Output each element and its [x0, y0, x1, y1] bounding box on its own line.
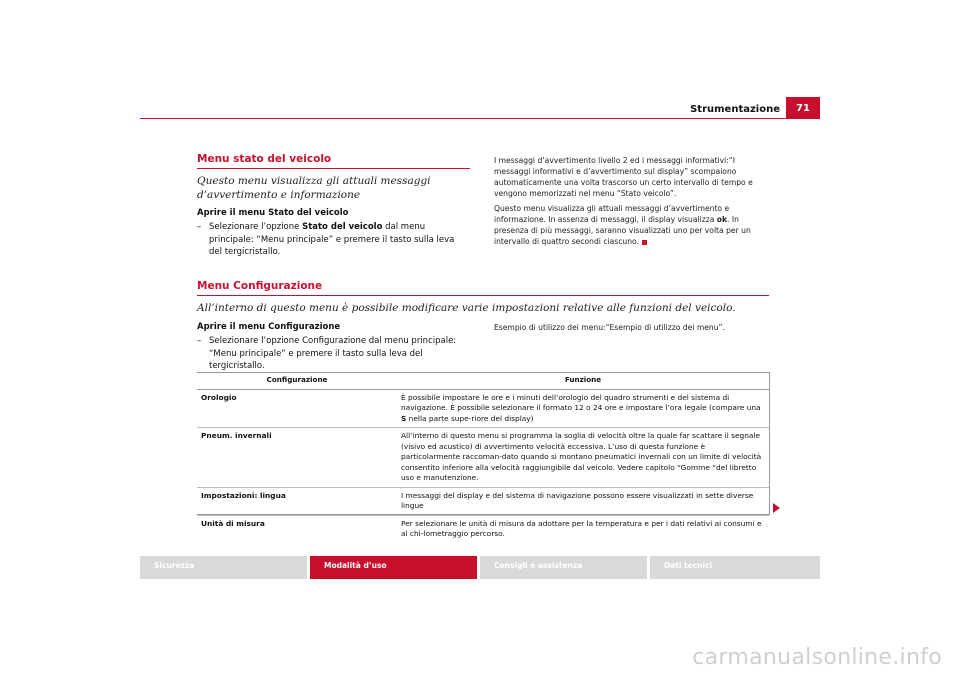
step-dash: –	[197, 336, 202, 346]
table-row	[197, 487, 769, 515]
procedure-lead: Aprire il menu Configurazione	[197, 322, 341, 332]
note-text-bold: ok	[716, 215, 728, 224]
section-configurazione-procedure	[197, 322, 477, 373]
table-cell-key: Orologio	[197, 389, 397, 428]
cell-text-post: nella parte supe-riore del display)	[406, 413, 534, 423]
step-text-pre: Selezionare l’opzione	[209, 222, 303, 232]
section-subtitle: Questo menu visualizza gli attuali messaggi d’avvertimento e informazione	[197, 175, 431, 201]
config-table	[197, 372, 769, 543]
table-header-funzione: Funzione	[397, 372, 769, 389]
section-subtitle: All’interno di questo menu è possibile modificare varie impostazioni relative alle funzioni del veicolo.	[197, 302, 736, 314]
step-dash: –	[197, 222, 202, 232]
continue-arrow-icon	[773, 503, 780, 513]
page-number: 71	[786, 97, 820, 119]
table-cell-key: Unità di misura	[201, 518, 265, 528]
note-paragraph	[494, 203, 769, 247]
section-configurazione-note: Esempio di utilizzo dei menu:“Esempio di utilizzo dei menu”.	[494, 323, 725, 332]
step-text-post: dal menu principale: “Menu principale” e premere il tasto sulla leva del tergicristallo.	[209, 222, 455, 257]
table-cell-value: All’interno di questo menu si programma la soglia di velocità oltre la quale far scattare il segnale (visivo ed acustico) di avvertimento velocità eccessiva. L’uso di questa funzione è particolarmente raccoman-dato quando si montano pneumatici invernali con un limite di velocità consentito inferiore alla velocità raggiungibile dal veicolo. Vedere capitolo “Gomme “del libretto uso e manutenzione.	[397, 428, 769, 488]
table-cell-key: Pneum. invernali	[197, 428, 397, 488]
end-of-section-icon	[642, 240, 647, 245]
config-table-wrap	[197, 372, 769, 543]
section-rule	[197, 295, 769, 296]
cell-text-bold: S	[401, 413, 407, 423]
step-text: Selezionare l’opzione Configurazione dal menu principale: “Menu principale” e premere il tasto sulla leva del tergicristallo.	[209, 336, 457, 371]
note-text-pre: Questo menu visualizza gli attuali messaggi d’avvertimento e informazione. In assenza di messaggi, il display visualizza	[494, 204, 730, 224]
section-stato-veicolo-notes	[494, 155, 769, 247]
header-rule	[140, 118, 820, 119]
section-rule	[197, 168, 470, 169]
table-header-configurazione: Configurazione	[197, 372, 397, 389]
note-paragraph: I messaggi d’avvertimento livello 2 ed i messaggi informativi:“I messaggi informativi e d’avvertimento sul display” scompaiono automaticamente una volta trascorso un certo intervallo di tempo e vengono memorizzati nel menu “Stato veicolo”.	[494, 156, 753, 198]
watermark: carmanualsonline.info	[692, 645, 942, 670]
procedure-step	[197, 335, 477, 373]
section-heading: Menu stato del veicolo	[197, 153, 332, 165]
footer-tab-modalita-uso[interactable]: Modalità d’uso	[310, 556, 477, 579]
table-cell-value: I messaggi del display e del sistema di navigazione possono essere visualizzati in sette diverse lingue	[397, 487, 769, 515]
section-heading: Menu Configurazione	[197, 280, 323, 292]
step-text-bold: Stato del veicolo	[302, 222, 383, 232]
footer-tab-consigli-assistenza[interactable]: Consigli e assistenza	[480, 556, 647, 579]
table-row	[197, 428, 769, 488]
running-header-title: Strumentazione	[690, 104, 780, 115]
cell-text-pre: È possibile impostare le ore e i minuti dell’orologio del quadro strumenti e del sistema di navigazione. È possibile selezionare il formato 12 o 24 ore e impostare l’ora legale (compare una	[401, 392, 761, 412]
table-row	[197, 515, 769, 543]
table-header-row	[197, 372, 769, 389]
table-row	[197, 389, 769, 428]
procedure-step	[197, 221, 470, 259]
section-configurazione	[197, 280, 769, 315]
table-cell-key: Impostazioni: lingua	[197, 487, 397, 515]
table-cell-value: Per selezionare le unità di misura da adottare per la temperatura e per i dati relativi ai consumi e al chi-lometraggio percorso.	[401, 518, 762, 538]
table-cell-value	[397, 389, 769, 428]
section-stato-veicolo	[197, 153, 470, 259]
footer-tab-dati-tecnici[interactable]: Dati tecnici	[650, 556, 820, 579]
procedure-lead: Aprire il menu Stato del veicolo	[197, 208, 349, 218]
note-text-post: . In presenza di più messaggi, saranno visualizzati uno per volta per un intervallo di quattro secondi ciascuno.	[494, 215, 751, 246]
footer-tab-sicurezza[interactable]: Sicurezza	[140, 556, 307, 579]
